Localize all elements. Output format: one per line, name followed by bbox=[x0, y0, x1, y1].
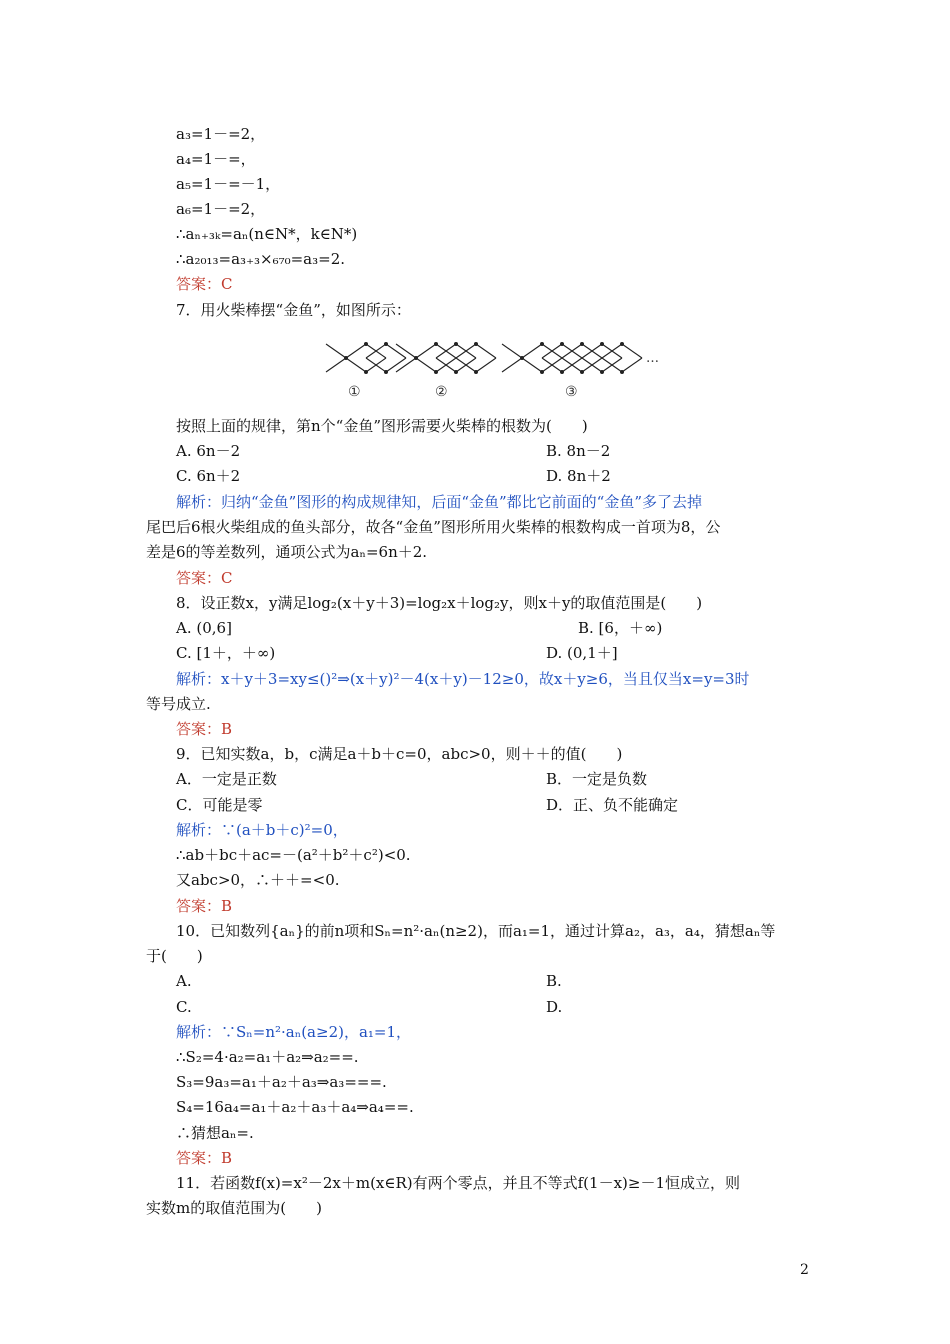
joint-dot bbox=[540, 370, 544, 374]
option-d: D. bbox=[546, 998, 563, 1016]
matchstick bbox=[622, 344, 642, 358]
joint-dot bbox=[540, 342, 544, 346]
goldfish-matchstick-figure bbox=[320, 330, 670, 402]
figure-label-2: ② bbox=[435, 384, 448, 400]
matchstick bbox=[416, 344, 436, 358]
question-10-cont: 于( ) bbox=[146, 947, 203, 965]
figure-label-3: ③ bbox=[565, 384, 578, 400]
analysis-line: 尾巴后6根火柴组成的鱼头部分，故各“金鱼”图形所用火柴棒的根数构成一首项为8，公 bbox=[146, 518, 721, 536]
joint-dot bbox=[474, 342, 478, 346]
joint-dot bbox=[474, 370, 478, 374]
analysis-line: S₄=16a₄=a₁＋a₂＋a₃＋a₄⇒a₄==. bbox=[176, 1098, 414, 1116]
analysis-line: 解析：∵Sₙ=n²·aₙ(a≥2)，a₁=1， bbox=[176, 1023, 412, 1041]
figure-label-1: ① bbox=[348, 384, 361, 400]
joint-dot bbox=[560, 342, 564, 346]
question-9: 9．已知实数a，b，c满足a＋b＋c=0，abc>0，则＋＋的值( ) bbox=[176, 745, 623, 763]
matchstick bbox=[326, 358, 346, 372]
answer-line: 答案：B bbox=[176, 720, 233, 738]
joint-dot bbox=[600, 370, 604, 374]
question-7-stem: 按照上面的规律，第n个“金鱼”图形需要火柴棒的根数为( ) bbox=[176, 417, 588, 435]
joint-dot bbox=[414, 356, 418, 360]
answer-line: 答案：C bbox=[176, 275, 233, 293]
matchstick bbox=[522, 358, 542, 372]
answer-line: 答案：B bbox=[176, 897, 233, 915]
matchstick bbox=[476, 358, 496, 372]
answer-line: 答案：B bbox=[176, 1149, 233, 1167]
figure-ellipsis: … bbox=[646, 351, 659, 366]
joint-dot bbox=[520, 356, 524, 360]
page-number: 2 bbox=[800, 1262, 809, 1278]
matchstick bbox=[396, 344, 416, 358]
option-b: B. bbox=[546, 972, 562, 990]
option-b: B. [6，＋∞) bbox=[578, 619, 663, 637]
option-a: A. 6n－2 bbox=[176, 442, 241, 460]
joint-dot bbox=[434, 342, 438, 346]
analysis-line: ∴S₂=4·a₂=a₁＋a₂⇒a₂==. bbox=[176, 1048, 359, 1066]
answer-line: 答案：C bbox=[176, 569, 233, 587]
matchstick bbox=[386, 358, 406, 372]
joint-dot bbox=[364, 342, 368, 346]
text-line: a₆=1－=2， bbox=[176, 200, 266, 218]
question-11: 11．若函数f(x)=x²－2x＋m(x∈R)有两个零点，并且不等式f(1－x)≥－1恒成立，则 bbox=[176, 1174, 741, 1192]
option-d: D. 8n＋2 bbox=[546, 467, 611, 485]
matchstick bbox=[396, 358, 416, 372]
matchstick bbox=[326, 344, 346, 358]
analysis-line: 又abc>0，∴＋＋=<0. bbox=[176, 871, 340, 889]
analysis-line: 差是6的等差数列，通项公式为aₙ=6n＋2. bbox=[146, 543, 428, 561]
joint-dot bbox=[600, 342, 604, 346]
matchstick bbox=[622, 358, 642, 372]
joint-dot bbox=[560, 370, 564, 374]
analysis-line: S₃=9a₃=a₁＋a₂＋a₃⇒a₃===. bbox=[176, 1073, 387, 1091]
analysis-line: ∴ab＋bc＋ac=－(a²＋b²＋c²)<0. bbox=[176, 846, 411, 864]
joint-dot bbox=[580, 370, 584, 374]
matchstick bbox=[386, 344, 406, 358]
joint-dot bbox=[454, 342, 458, 346]
analysis-line: ∴猜想aₙ=. bbox=[176, 1124, 254, 1142]
joint-dot bbox=[384, 342, 388, 346]
option-c: C. 6n＋2 bbox=[176, 467, 241, 485]
option-a: A. bbox=[176, 972, 192, 990]
joint-dot bbox=[454, 370, 458, 374]
analysis-line: 解析：归纳“金鱼”图形的构成规律知，后面“金鱼”都比它前面的“金鱼”多了去掉 bbox=[176, 493, 703, 511]
analysis-line: 解析：∵(a＋b＋c)²=0， bbox=[176, 821, 348, 839]
joint-dot bbox=[384, 370, 388, 374]
option-c: C. [1＋，＋∞) bbox=[176, 644, 276, 662]
matchstick bbox=[476, 344, 496, 358]
option-b: B. 8n－2 bbox=[546, 442, 611, 460]
question-7: 7．用火柴棒摆“金鱼”，如图所示： bbox=[176, 301, 411, 319]
text-line: a₃=1－=2， bbox=[176, 125, 266, 143]
text-line: a₅=1－=－1， bbox=[176, 175, 281, 193]
text-line: a₄=1－=， bbox=[176, 150, 256, 168]
joint-dot bbox=[620, 370, 624, 374]
option-d: D. (0,1＋] bbox=[546, 644, 618, 662]
text-line: ∴aₙ₊₃ₖ=aₙ(n∈N*，k∈N*) bbox=[176, 225, 358, 243]
matchstick bbox=[416, 358, 436, 372]
option-a: A．一定是正数 bbox=[176, 770, 277, 788]
option-d: D．正、负不能确定 bbox=[546, 796, 679, 814]
joint-dot bbox=[434, 370, 438, 374]
joint-dot bbox=[580, 342, 584, 346]
matchstick bbox=[346, 344, 366, 358]
analysis-line: 等号成立. bbox=[146, 695, 211, 713]
option-c: C. bbox=[176, 998, 192, 1016]
joint-dot bbox=[620, 342, 624, 346]
question-8: 8．设正数x，y满足log₂(x＋y＋3)=log₂x＋log₂y，则x＋y的取值范围是( ) bbox=[176, 594, 703, 612]
joint-dot bbox=[364, 370, 368, 374]
option-b: B．一定是负数 bbox=[546, 770, 648, 788]
question-11-cont: 实数m的取值范围为( ) bbox=[146, 1199, 322, 1217]
text-line: ∴a₂₀₁₃=a₃₊₃×₆₇₀=a₃=2. bbox=[176, 250, 346, 268]
question-10: 10．已知数列{aₙ}的前n项和Sₙ=n²·aₙ(n≥2)，而a₁=1，通过计算a₂，a₃，a₄，猜想aₙ等 bbox=[176, 922, 776, 940]
joint-dot bbox=[344, 356, 348, 360]
matchstick bbox=[346, 358, 366, 372]
analysis-line: 解析：x＋y＋3=xy≤()²⇒(x＋y)²－4(x＋y)－12≥0，故x＋y≥6，当且仅当x=y=3时 bbox=[176, 670, 750, 688]
matchstick bbox=[502, 358, 522, 372]
matchstick bbox=[522, 344, 542, 358]
matchstick bbox=[502, 344, 522, 358]
option-c: C．可能是零 bbox=[176, 796, 263, 814]
option-a: A. (0,6] bbox=[176, 619, 232, 637]
